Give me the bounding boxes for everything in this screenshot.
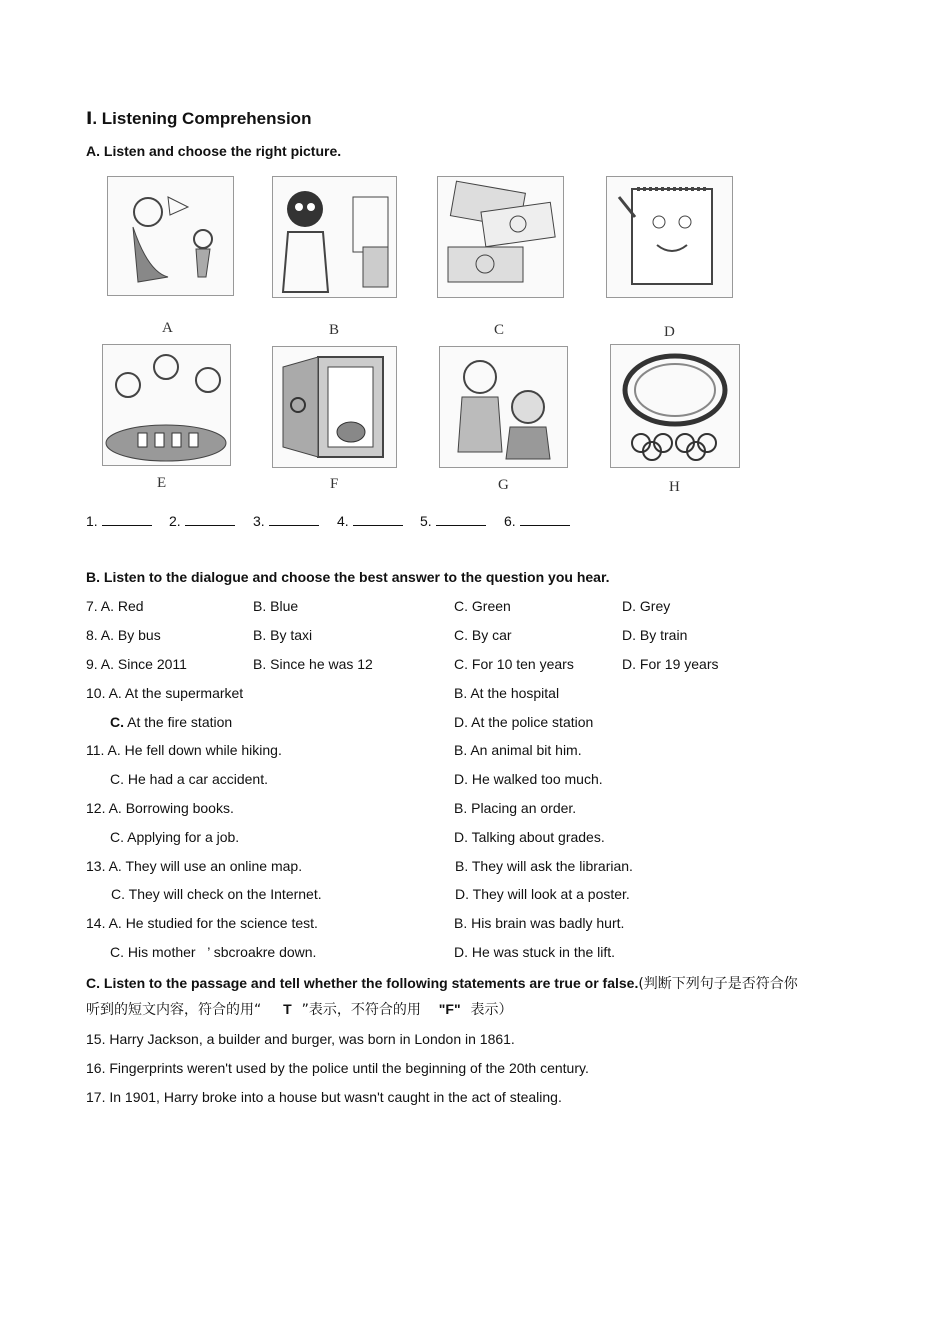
picture-label-a: A <box>162 320 173 336</box>
part-c-heading-en: C. Listen to the passage and tell whether the following statements are true or false. <box>86 975 639 991</box>
calendar-writing-icon <box>607 177 732 297</box>
q9-option-b: B. Since he was 12 <box>253 656 373 672</box>
answer-blank-1[interactable]: 1. <box>86 512 152 529</box>
q14-option-a: 14. A. He studied for the science test. <box>86 915 318 931</box>
picture-label-c: C <box>494 322 505 338</box>
q14-option-c: C. His mother ’ sbcroakre down. <box>110 944 317 960</box>
q11-option-a: 11. A. He fell down while hiking. <box>86 742 282 758</box>
q8-option-b: B. By taxi <box>253 627 313 643</box>
picture-b <box>272 176 397 298</box>
picture-g <box>439 346 568 468</box>
q9-option-d: D. For 19 years <box>622 656 719 672</box>
q10-option-a: 10. A. At the supermarket <box>86 685 244 701</box>
picture-label-f: F <box>330 476 339 492</box>
q7-option-a: 7. A. Red <box>86 598 144 614</box>
picture-label-d: D <box>664 324 675 340</box>
q7-option-b: B. Blue <box>253 598 299 614</box>
part-c-heading-cn-1: (判断下列句子是否符合你 <box>638 976 798 992</box>
q10-option-b: B. At the hospital <box>454 685 560 701</box>
children-playing-icon <box>440 347 567 467</box>
picture-label-g: G <box>498 477 509 493</box>
people-shouting-icon <box>108 177 233 295</box>
answer-blank-2[interactable]: 2. <box>169 512 235 529</box>
open-safe-icon <box>273 347 396 467</box>
q12-option-a: 12. A. Borrowing books. <box>86 800 234 816</box>
q10-option-c-text: At the fire station <box>124 714 233 730</box>
picture-f <box>272 346 397 468</box>
q8-option-a: 8. A. By bus <box>86 627 161 643</box>
q9-option-a: 9. A. Since 2011 <box>86 656 187 672</box>
q13-option-d: D. They will look at a poster. <box>455 886 630 902</box>
answer-blank-4[interactable]: 4. <box>337 512 403 529</box>
picture-c <box>437 176 564 298</box>
picture-a <box>107 176 234 296</box>
q10-option-d: D. At the police station <box>454 714 594 730</box>
part-c-heading-cn-2b: ”表示，不符合的用 <box>301 1002 421 1018</box>
statement-15: 15. Harry Jackson, a builder and burger, was born in London in 1861. <box>86 1031 515 1047</box>
q13-option-a: 13. A. They will use an online map. <box>86 858 303 874</box>
part-c-heading-line2 <box>86 999 512 1019</box>
part-c-heading-cn-2c: 表示） <box>470 1002 513 1018</box>
picture-label-e: E <box>157 475 167 491</box>
answer-blank-3[interactable]: 3. <box>253 512 319 529</box>
q7-option-c: C. Green <box>454 598 511 614</box>
part-c-heading <box>86 973 798 993</box>
olympic-rings-icon <box>611 345 739 467</box>
answer-blank-5[interactable]: 5. <box>420 512 486 529</box>
thief-in-mask-icon <box>273 177 396 297</box>
picture-d <box>606 176 733 298</box>
picture-label-b: B <box>329 322 340 338</box>
true-marker: T <box>283 1001 292 1017</box>
statement-17: 17. In 1901, Harry broke into a house but wasn't caught in the act of stealing. <box>86 1089 562 1105</box>
q13-option-c: C. They will check on the Internet. <box>111 886 322 902</box>
q14-option-b: B. His brain was badly hurt. <box>454 915 625 931</box>
answer-blank-6[interactable]: 6. <box>504 512 570 529</box>
picture-e <box>102 344 231 466</box>
statement-16: 16. Fingerprints weren't used by the police until the beginning of the 20th century. <box>86 1060 589 1076</box>
money-bills-icon <box>438 177 563 297</box>
section-title: Ⅰ. Listening Comprehension <box>86 109 312 128</box>
q12-option-b: B. Placing an order. <box>454 800 577 816</box>
q13-option-b: B. They will ask the librarian. <box>455 858 633 874</box>
false-marker: "F" <box>438 1001 461 1017</box>
q12-option-c: C. Applying for a job. <box>110 829 240 845</box>
q12-option-d: D. Talking about grades. <box>454 829 605 845</box>
q8-option-d: D. By train <box>622 627 688 643</box>
part-c-heading-cn-2a: 听到的短文内容，符合的用“ <box>86 1002 262 1018</box>
card-players-icon <box>103 345 230 465</box>
q14-option-d: D. He was stuck in the lift. <box>454 944 616 960</box>
q9-option-c: C. For 10 ten years <box>454 656 574 672</box>
picture-h <box>610 344 740 468</box>
picture-label-h: H <box>669 479 680 495</box>
q11-option-b: B. An animal bit him. <box>454 742 582 758</box>
q11-option-d: D. He walked too much. <box>454 771 603 787</box>
part-b-heading: B. Listen to the dialogue and choose the best answer to the question you hear. <box>86 569 610 585</box>
q11-option-c: C. He had a car accident. <box>110 771 268 787</box>
part-a-heading: A. Listen and choose the right picture. <box>86 143 342 159</box>
q8-option-c: C. By car <box>454 627 512 643</box>
q10-option-c <box>110 714 232 730</box>
q10-option-c-letter: C. <box>110 714 124 730</box>
q7-option-d: D. Grey <box>622 598 671 614</box>
